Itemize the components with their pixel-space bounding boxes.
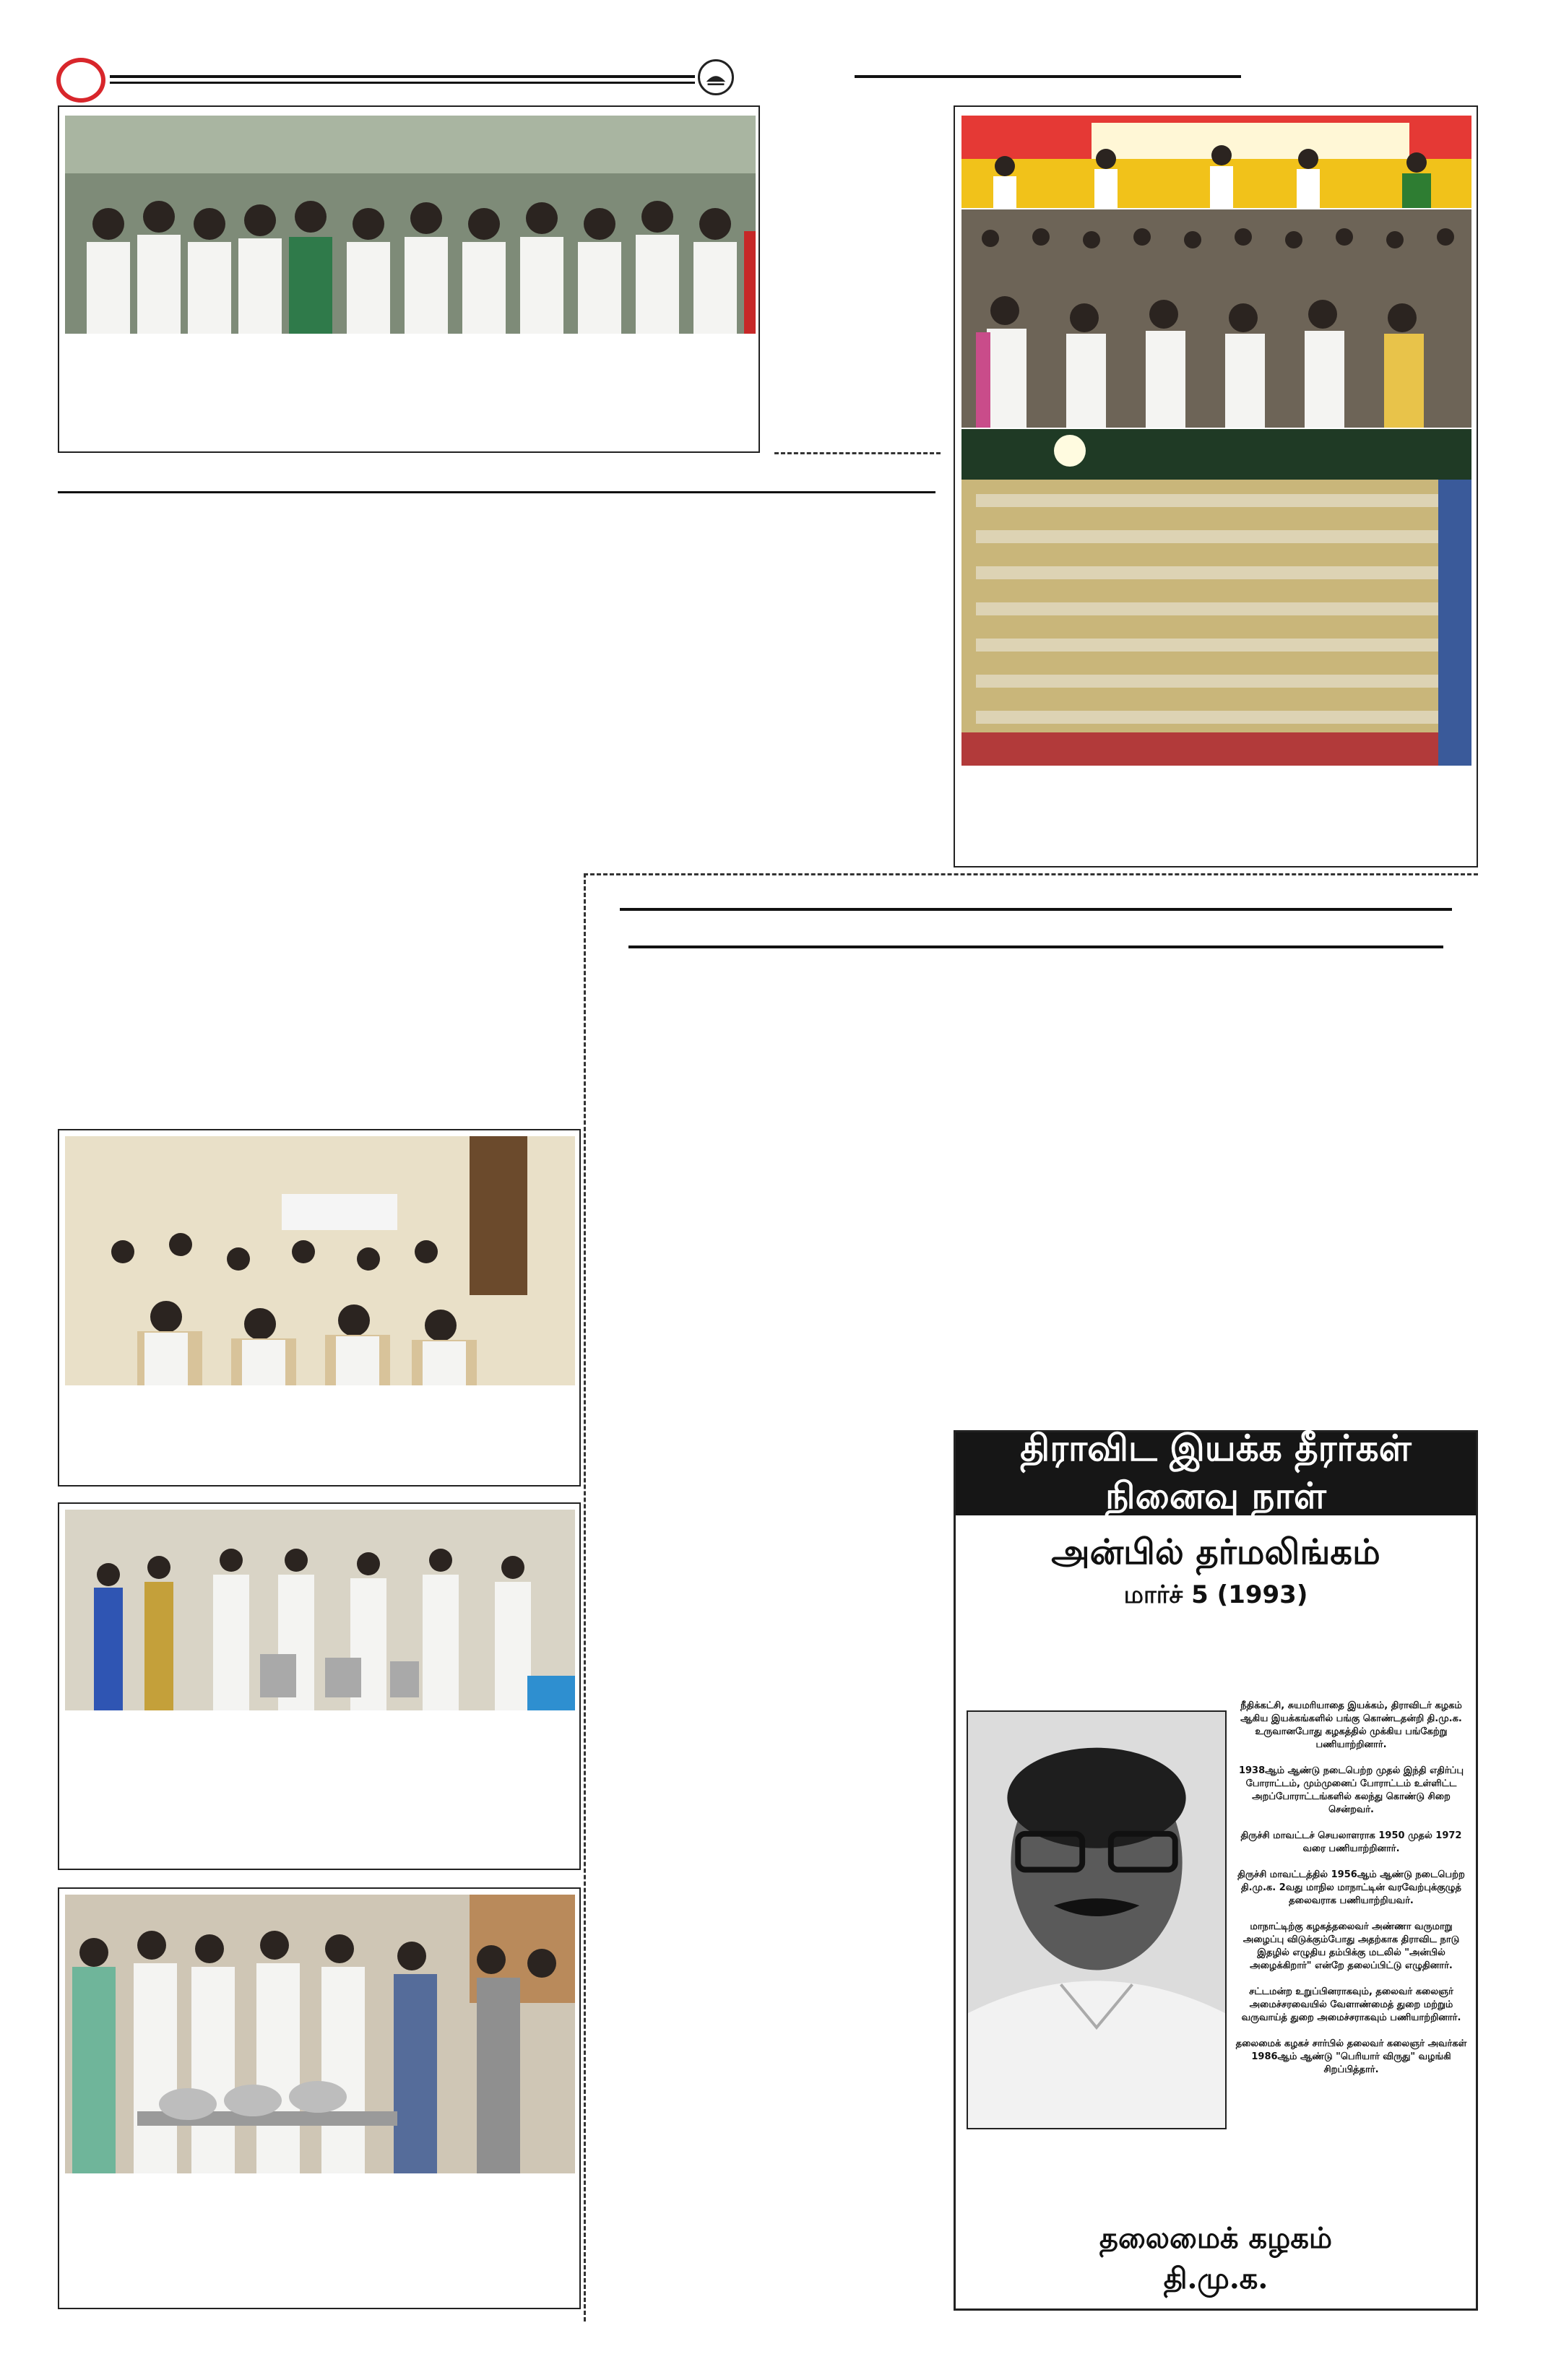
audience-front-rows-photo <box>961 209 1471 428</box>
indoor-meeting-frame <box>58 1129 581 1487</box>
bio-paragraph: திருச்சி மாவட்டத்தில் 1956ஆம் ஆண்டு நடைபெற்ற தி.மு.க. 2வது மாநில மாநாட்டின் வரவேற்புக்குழுத் தலைவராக பணியாற்றியவர். <box>1237 1869 1465 1906</box>
dashed-separator-middle <box>584 873 1478 875</box>
conference-photos-frame <box>954 105 1478 867</box>
masthead-double-rule-top <box>110 75 695 78</box>
bio-paragraph: நீதிக்கட்சி, சுயமரியாதை இயக்கம், திராவிடர் கழகம் ஆகிய இயக்கங்களில் பங்கு கொண்டதன்றி தி.மு.க. உருவானபோது கழகத்தில் முக்கிய பங்கேற்று பணியாற்றினார். <box>1240 1700 1462 1750</box>
food-distribution-photo-1 <box>65 1510 575 1710</box>
food-distribution-frame-2 <box>58 1887 581 2309</box>
article-headline-rule-2 <box>628 945 1443 948</box>
party-members-group-photo <box>65 116 756 334</box>
dashed-separator-vertical <box>584 873 586 2321</box>
masthead-logo <box>56 58 105 103</box>
food-distribution-photo-2 <box>65 1895 575 2173</box>
memorial-biography <box>1234 1700 1469 2147</box>
bio-paragraph: சட்டமன்ற உறுப்பினராகவும், தலைவர் கலைஞர் அமைச்சரவையில் வேளாண்மைத் துறை மற்றும் வருவாய்த் துறை அமைச்சராகவும் பணியாற்றினார். <box>1241 1986 1461 2023</box>
public-meeting-crowd-photo <box>961 429 1471 766</box>
article-rule-left <box>58 491 935 493</box>
memorial-person-name: அன்பில் தர்மலிங்கம் <box>1051 1532 1380 1572</box>
group-photo-frame <box>58 105 760 453</box>
masthead-double-rule-bottom <box>110 82 695 84</box>
bio-paragraph: திருச்சி மாவட்டச் செயலாளராக 1950 முதல் 1972 வரை பணியாற்றினார். <box>1240 1830 1462 1854</box>
memorial-date: மார்ச் 5 (1993) <box>1123 1580 1308 1609</box>
rising-sun-emblem-icon <box>698 59 734 95</box>
dashed-separator-top <box>774 452 941 454</box>
bio-paragraph: மாநாட்டிற்கு கழகத்தலைவர் அண்ணா வருமாறு அழைப்பு விடுக்கும்போது அதற்காக திராவிட நாடு இதழில் எழுதிய தம்பிக்கு மடலில் "அன்பில் அழைக்கிறார்" என்றே தலைப்பிட்டு எழுதினார். <box>1242 1921 1460 1971</box>
signature-line-2: தி.மு.க. <box>1163 2262 1268 2295</box>
notice-signature <box>956 2218 1476 2305</box>
conference-stage-photo <box>961 116 1471 208</box>
article-headline-rule-1 <box>620 908 1452 911</box>
header-rule-right <box>855 75 1241 78</box>
notice-heading: திராவிட இயக்க தீரர்கள் நினைவு நாள் <box>956 1432 1476 1515</box>
portrait-photo <box>967 1710 1227 2129</box>
bio-paragraph: தலைமைக் கழகச் சார்பில் தலைவர் கலைஞர் அவர்கள் 1986ஆம் ஆண்டு "பெரியார் விருது" வழங்கி சிறப்பித்தார். <box>1235 2038 1467 2075</box>
bio-paragraph: 1938ஆம் ஆண்டு நடைபெற்ற முதல் இந்தி எதிர்ப்பு போராட்டம், மும்முனைப் போராட்டம் உள்ளிட்ட அறப்போராட்டங்களில் கலந்து கொண்டு சிறை சென்றவர். <box>1238 1765 1464 1815</box>
signature-line-1: தலைமைக் கழகம் <box>1099 2221 1333 2255</box>
memorial-notice-box <box>954 1426 1478 2311</box>
indoor-meeting-photo <box>65 1136 575 1385</box>
food-distribution-frame-1 <box>58 1502 581 1870</box>
